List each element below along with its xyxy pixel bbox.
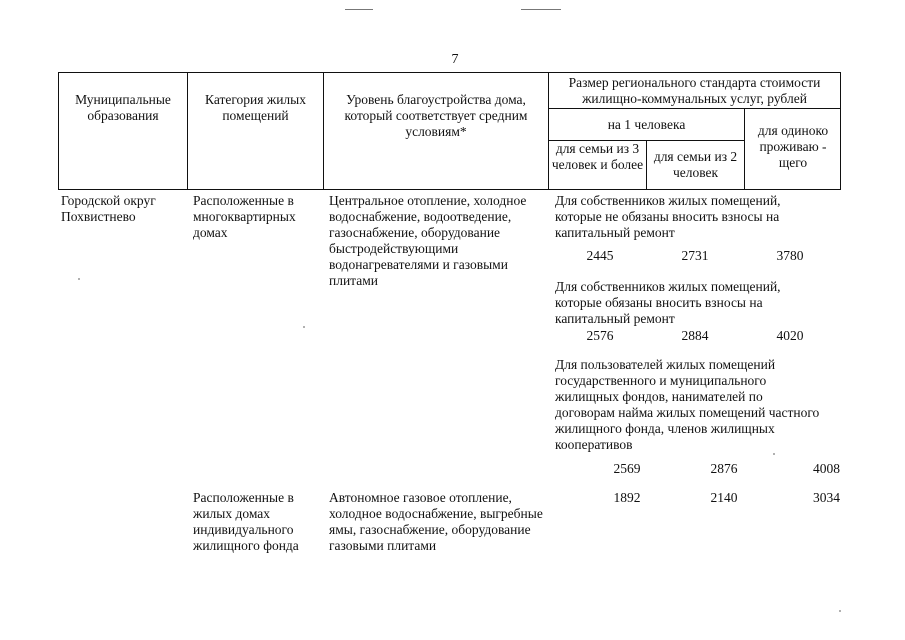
group-note: Для собственников жилых помещений, которые обязаны вносить взносы на капитальный ремонт bbox=[555, 279, 781, 326]
table-right-border bbox=[840, 72, 841, 190]
municipality-name: Городской округ Похвистнево bbox=[61, 193, 156, 224]
col-divider bbox=[744, 108, 745, 190]
group-note: Для пользователей жилых помещений государственного и муниципального жилищных фондов, нанимателей по договорам найма жилых помещений частного жилищного фонда, членов жилищных кооперативов bbox=[555, 357, 820, 452]
value-single: 3780 bbox=[776, 248, 804, 263]
amenity-apartment: Центральное отопление, холодное водоснабжение, водоотведение, газоснабжение, оборудование быстродействующими водонагревателями и газовыми плитами bbox=[329, 193, 527, 288]
header-family3: для семьи из 3 человек и более bbox=[551, 141, 644, 172]
table-left-border bbox=[58, 72, 59, 190]
value-family2: 2884 bbox=[681, 328, 709, 343]
scan-mark bbox=[521, 9, 561, 10]
header-category: Категория жилых помещений bbox=[205, 92, 306, 123]
header-bottom-border bbox=[58, 189, 841, 190]
category-apartment: Расположенные в многоквартирных домах bbox=[193, 193, 296, 240]
scan-speck bbox=[78, 278, 80, 280]
scan-speck bbox=[773, 453, 775, 455]
header-municipality: Муниципальные образования bbox=[75, 92, 171, 123]
value-family2: 2140 bbox=[710, 490, 738, 505]
value-family2: 2731 bbox=[681, 248, 709, 263]
amenity-individual-house: Автономное газовое отопление, холодное водоснабжение, выгребные ямы, газоснабжение, оборудование газовыми плитами bbox=[329, 490, 543, 553]
value-single: 4008 bbox=[813, 461, 840, 476]
header-per-person: на 1 человека bbox=[607, 117, 686, 132]
header-family2: для семьи из 2 человек bbox=[653, 149, 738, 180]
header-amenity-level: Уровень благоустройства дома, который соответствует средним условиям* bbox=[344, 92, 528, 139]
value-single: 4020 bbox=[776, 328, 804, 343]
scan-mark bbox=[345, 9, 373, 10]
value-family3: 2445 bbox=[586, 248, 614, 263]
table-top-border bbox=[58, 72, 841, 73]
scan-speck bbox=[839, 610, 841, 612]
header-single: для одиноко проживаю - щего bbox=[757, 123, 829, 170]
subheader-border bbox=[548, 108, 841, 109]
scan-speck bbox=[303, 326, 305, 328]
col-divider bbox=[187, 72, 188, 190]
value-family2: 2876 bbox=[710, 461, 738, 476]
value-family3: 1892 bbox=[613, 490, 641, 505]
page-number: 7 bbox=[451, 52, 459, 67]
value-family3: 2576 bbox=[586, 328, 614, 343]
category-individual-house: Расположенные в жилых домах индивидуального жилищного фонда bbox=[193, 490, 299, 553]
value-single: 3034 bbox=[813, 490, 840, 505]
header-standard-size: Размер регионального стандарта стоимости жилищно-коммунальных услуг, рублей bbox=[568, 75, 821, 106]
group-note: Для собственников жилых помещений, которые не обязаны вносить взносы на капитальный ремонт bbox=[555, 193, 781, 240]
value-family3: 2569 bbox=[613, 461, 641, 476]
